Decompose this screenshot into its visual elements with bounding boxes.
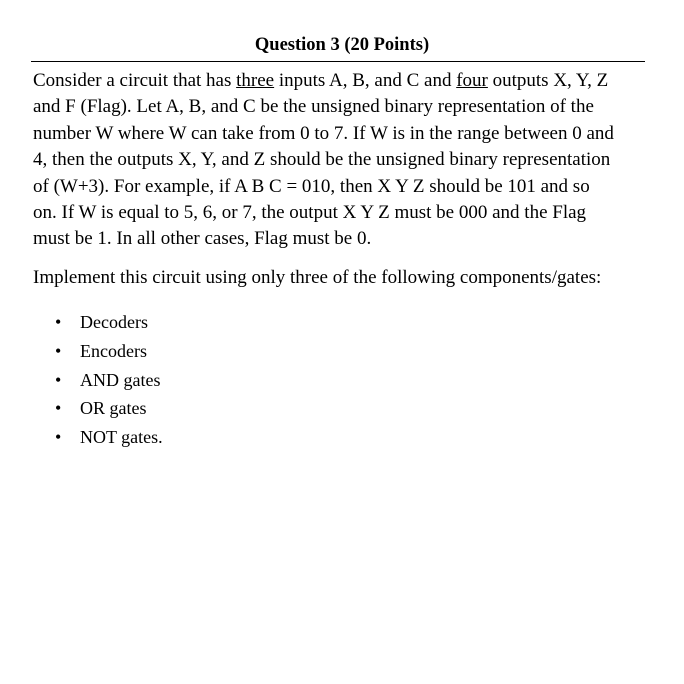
question-paragraph	[33, 68, 645, 253]
list-item	[55, 308, 163, 337]
bullet-icon: •	[55, 340, 62, 361]
paragraph-line-3: number W where W can take from 0 to 7. If W is in the range between 0 and	[33, 122, 614, 144]
list-item-label: OR gates	[80, 398, 147, 419]
bullet-icon: •	[55, 427, 62, 448]
paragraph-text: Consider a circuit that has	[33, 70, 237, 91]
paragraph-line-2: and F (Flag). Let A, B, and C be the unsigned binary representation of the	[33, 96, 594, 118]
question-title: Question 3 (20 Points)	[254, 35, 430, 55]
underlined-word-four: four	[456, 70, 488, 91]
list-item	[55, 337, 163, 366]
paragraph-line-1	[33, 68, 645, 94]
bullet-icon: •	[55, 312, 62, 332]
list-item-label: Decoders	[80, 312, 148, 332]
list-item-label: AND gates	[80, 369, 161, 390]
title-divider	[31, 61, 645, 62]
paragraph-line-5: of (W+3). For example, if A B C = 010, then X Y Z should be 101 and so	[33, 175, 590, 197]
list-item	[55, 366, 163, 395]
instruction-paragraph: Implement this circuit using only three of the following components/gates:	[33, 267, 602, 288]
components-list	[55, 308, 163, 452]
paragraph-text: inputs A, B, and C and	[274, 70, 457, 91]
list-item	[55, 394, 163, 423]
bullet-icon: •	[55, 369, 62, 390]
bullet-icon: •	[55, 398, 62, 419]
list-item-label: NOT gates.	[80, 427, 163, 448]
list-item-label: Encoders	[80, 340, 147, 361]
underlined-word-three: three	[236, 70, 275, 91]
paragraph-line-4: 4, then the outputs X, Y, and Z should be the unsigned binary representation	[33, 149, 611, 171]
paragraph-line-6: on. If W is equal to 5, 6, or 7, the output X Y Z must be 000 and the Flag	[33, 202, 587, 224]
paragraph-text: outputs X, Y, Z	[487, 70, 609, 91]
list-item	[55, 423, 163, 452]
paragraph-line-7: must be 1. In all other cases, Flag must be 0.	[33, 228, 372, 250]
